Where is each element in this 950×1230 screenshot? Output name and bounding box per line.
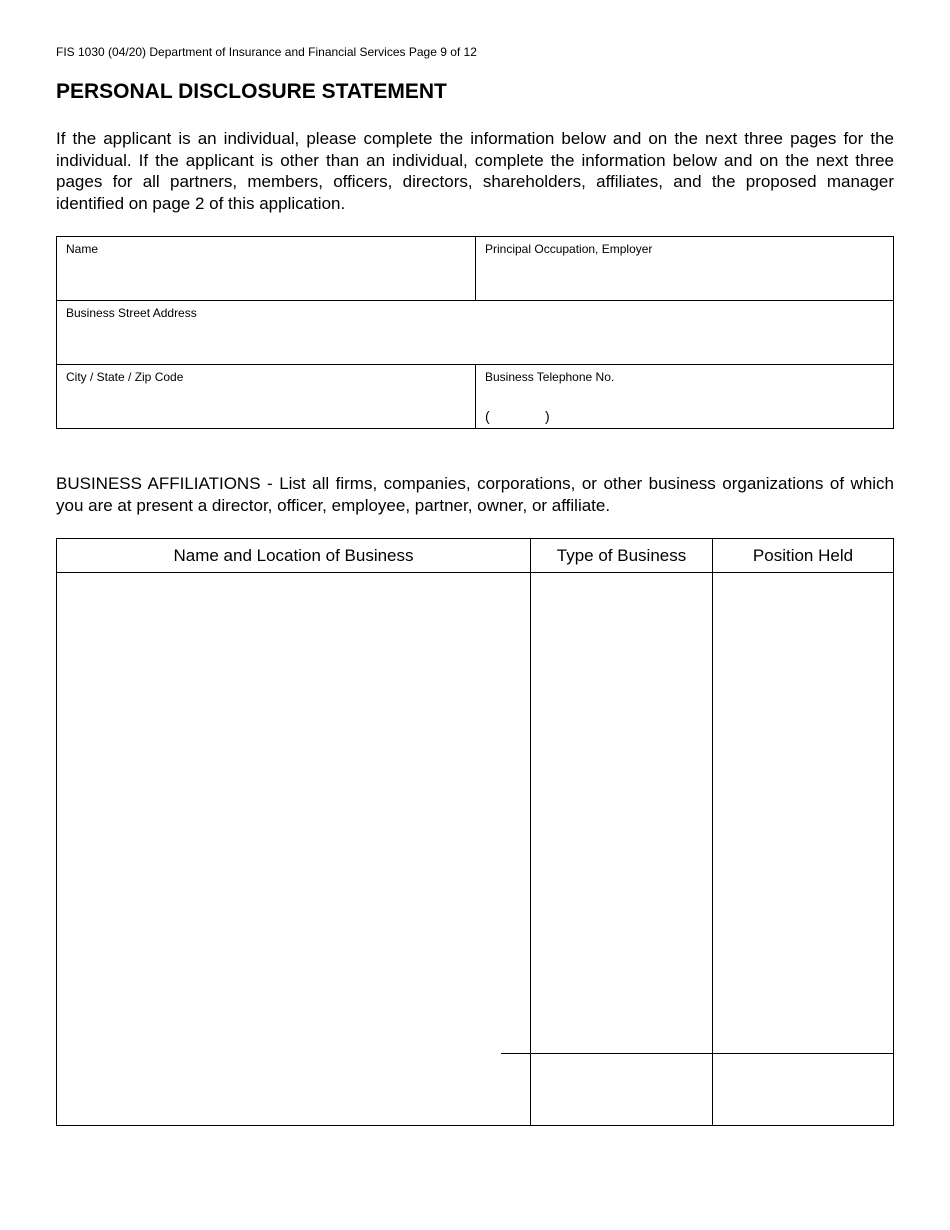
telephone-cell	[476, 365, 893, 428]
street-address-label: Business Street Address	[66, 306, 197, 320]
name-label: Name	[66, 242, 99, 256]
open-paren: (	[485, 408, 490, 424]
city-state-zip-input[interactable]	[66, 393, 465, 423]
name-cell	[57, 237, 475, 300]
form-header-line: FIS 1030 (04/20) Department of Insurance and Financial Services Page 9 of 12	[56, 45, 477, 59]
column-header-name-location: Name and Location of Business	[173, 546, 414, 565]
occupation-label: Principal Occupation, Employer	[485, 242, 653, 256]
business-name-location-entry[interactable]	[63, 581, 527, 1121]
position-held-entry-last[interactable]	[719, 1061, 891, 1123]
column-header-type: Type of Business	[556, 546, 687, 565]
row-divider	[501, 1053, 893, 1054]
city-state-zip-cell	[57, 365, 475, 428]
street-address-input[interactable]	[66, 329, 885, 359]
occupation-cell	[476, 237, 893, 300]
column-divider	[530, 539, 531, 1125]
business-affiliations-table	[56, 538, 894, 1126]
business-affiliations-instructions: BUSINESS AFFILIATIONS - List all firms, companies, corporations, or other business organizations of which you are at present a director, officer, employee, partner, owner, or affiliate.	[56, 474, 894, 515]
city-state-zip-label: City / State / Zip Code	[66, 370, 184, 384]
name-input[interactable]	[66, 265, 465, 295]
close-paren: )	[545, 408, 550, 424]
intro-paragraph: If the applicant is an individual, please complete the information below and on the next three pages for the individual. If the applicant is other than an individual, complete the information below and on the next three pages for all partners, members, officers, directors, shareholders, affiliates, and the proposed manager identified on page 2 of this application.	[56, 129, 894, 213]
telephone-label: Business Telephone No.	[485, 370, 615, 384]
occupation-input[interactable]	[485, 265, 884, 295]
column-header-position: Position Held	[752, 546, 854, 565]
column-divider	[712, 539, 713, 1125]
position-held-entry[interactable]	[719, 581, 891, 1049]
personal-info-table	[56, 236, 894, 429]
page-title: PERSONAL DISCLOSURE STATEMENT	[56, 80, 447, 103]
telephone-input[interactable]	[556, 401, 880, 427]
business-type-entry[interactable]	[537, 581, 709, 1049]
business-type-entry-last[interactable]	[537, 1061, 709, 1123]
street-address-cell	[57, 301, 893, 364]
